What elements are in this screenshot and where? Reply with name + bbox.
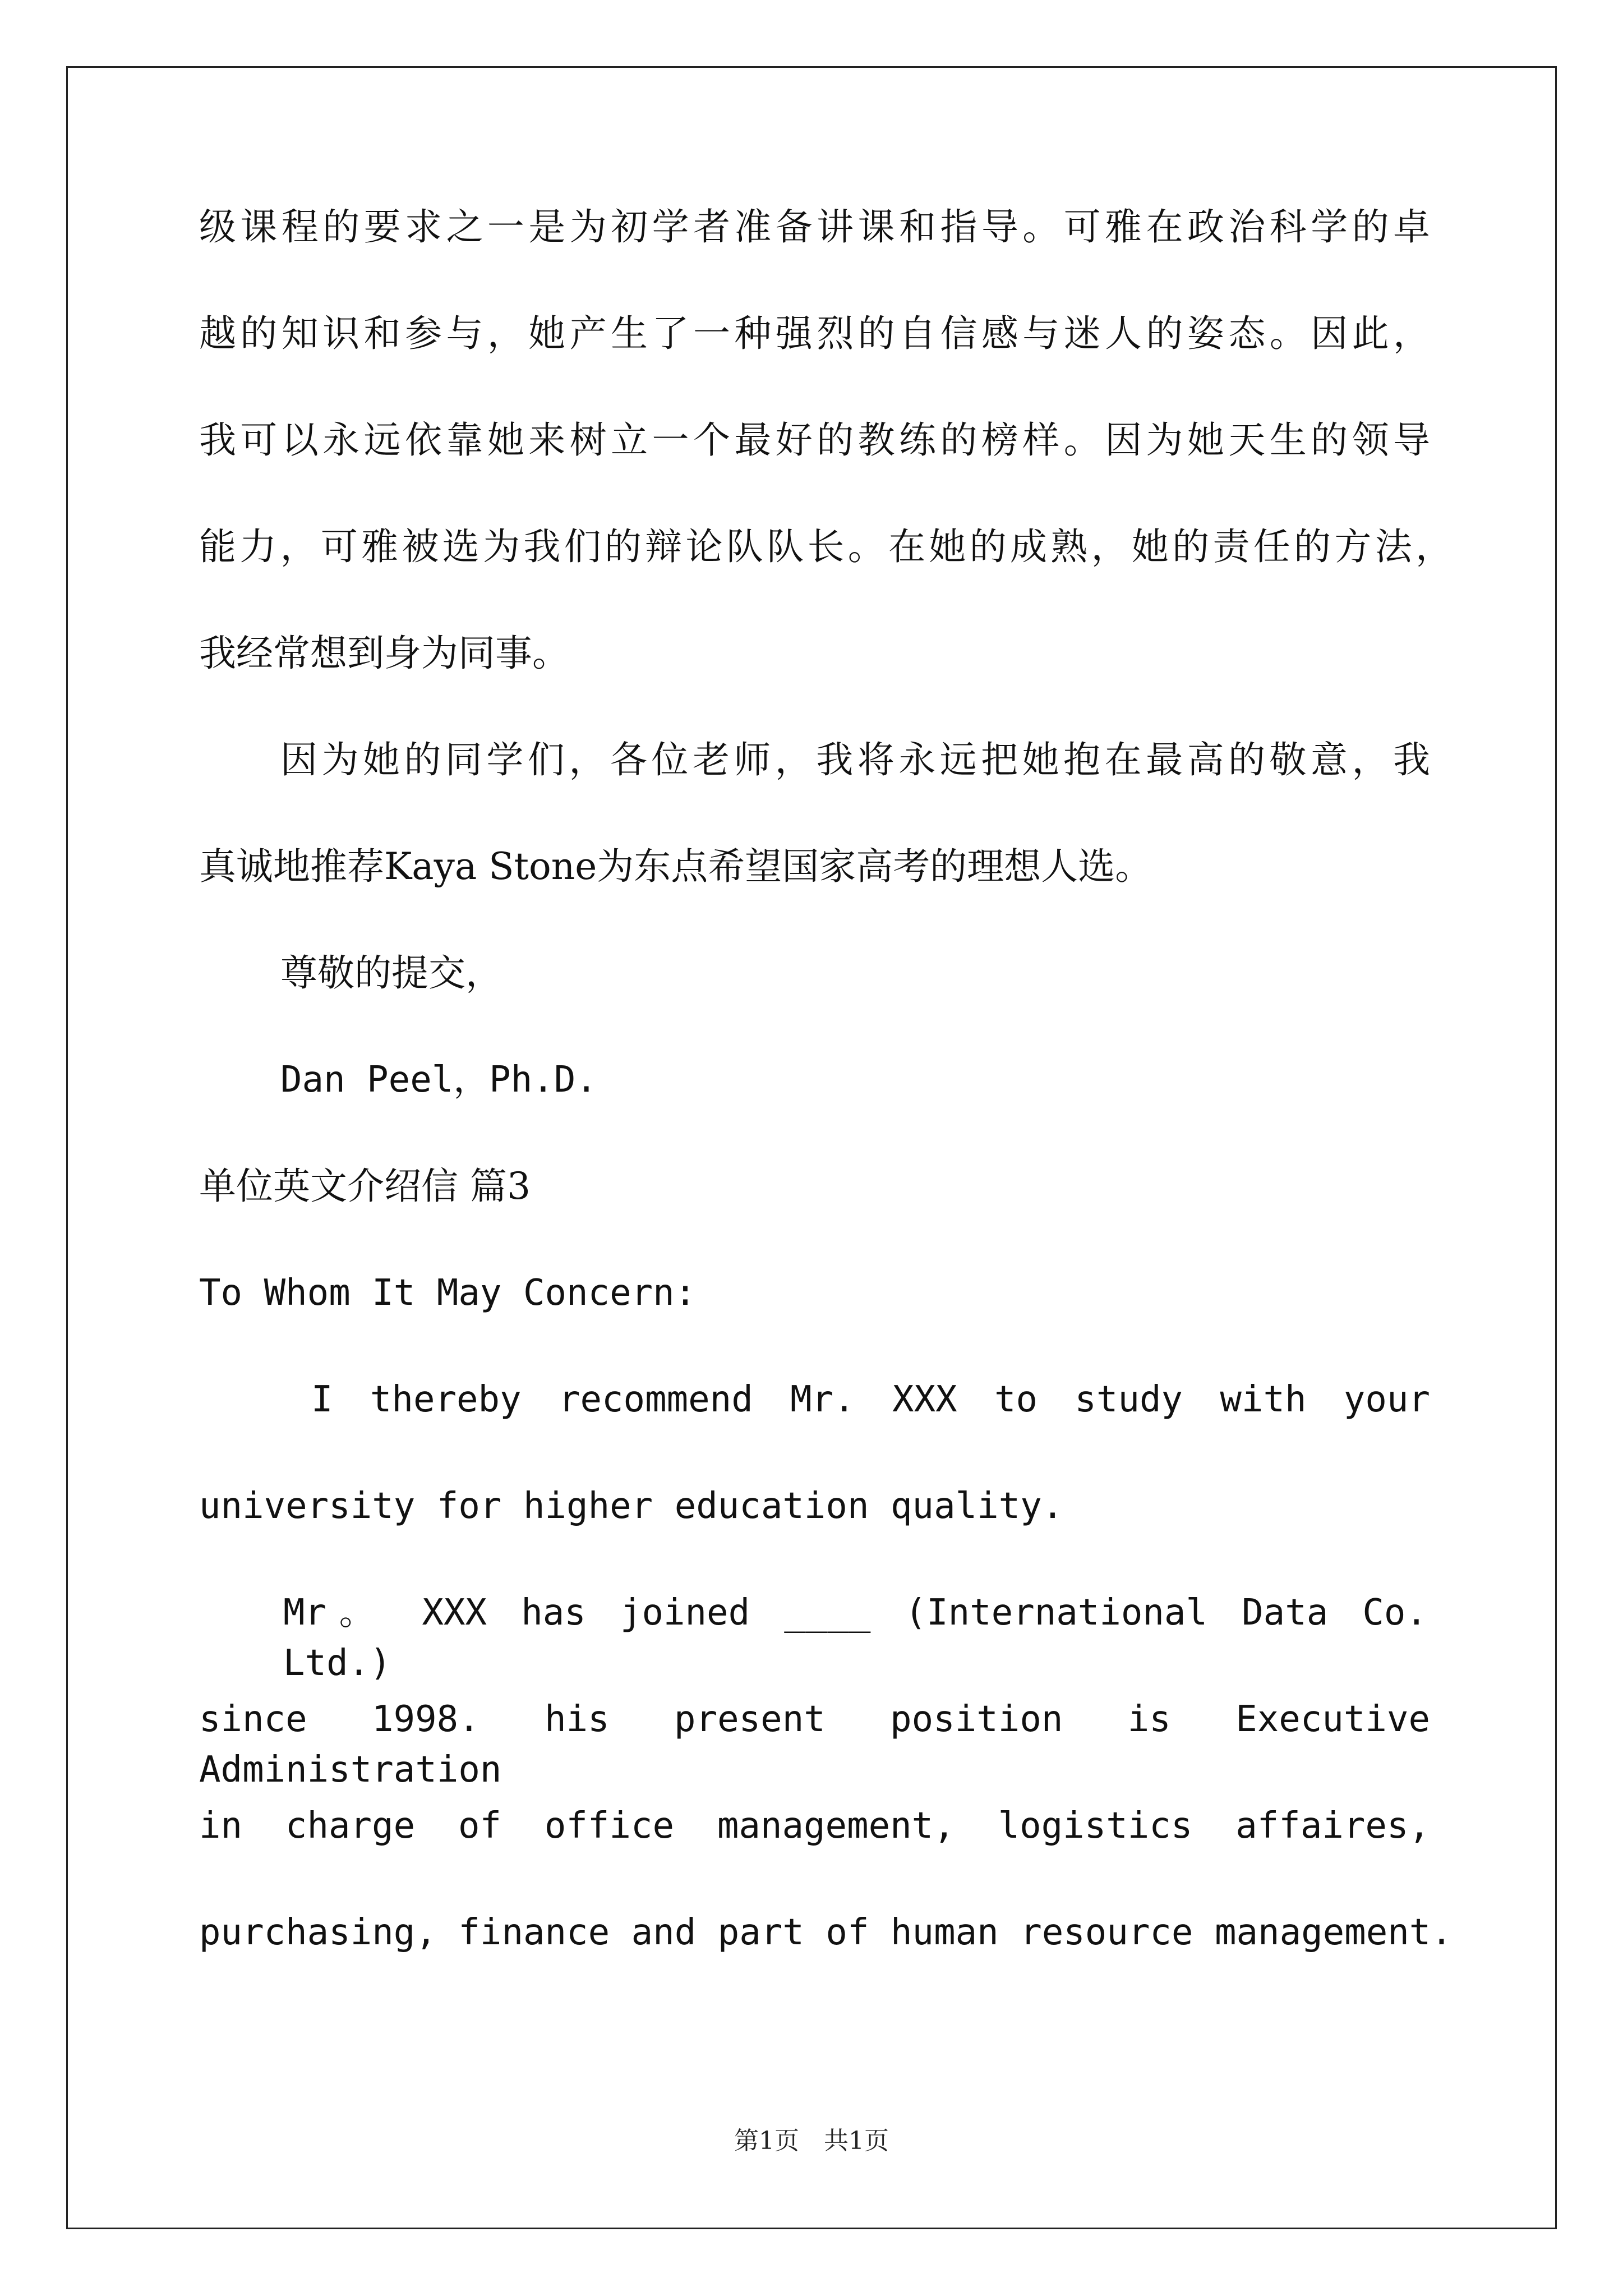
- paragraph-line: 能力，可雅被选为我们的辩论队队长。在她的成熟，她的责任的方法，: [199, 525, 1453, 568]
- paragraph-line: 我经常想到身为同事。: [199, 632, 569, 675]
- paragraph-line: purchasing, finance and part of human resource management.: [199, 1912, 1453, 1953]
- paragraph-line: 级课程的要求之一是为初学者准备讲课和指导。可雅在政治科学的卓: [199, 205, 1430, 249]
- section-heading: 单位英文介绍信 篇3: [199, 1165, 531, 1208]
- page-border: [66, 66, 1557, 2229]
- paragraph-line: 我可以永远依靠她来树立一个最好的教练的榜样。因为她天生的领导: [199, 418, 1430, 462]
- paragraph-line: 越的知识和参与，她产生了一种强烈的自信感与迷人的姿态。因此，: [199, 312, 1430, 355]
- signature-name: Dan Peel，Ph.D.: [280, 1059, 597, 1101]
- letter-salutation: To Whom It May Concern:: [199, 1272, 697, 1314]
- paragraph-line: Mr。 XXX has joined ____ (International Data Co. Ltd.): [283, 1592, 1427, 1684]
- closing-salutation: 尊敬的提交，: [280, 951, 502, 995]
- paragraph-line: 因为她的同学们，各位老师，我将永远把她抱在最高的敬意，我: [280, 738, 1430, 781]
- paragraph-line: in charge of office management, logistics affaires,: [199, 1805, 1430, 1847]
- paragraph-line: 真诚地推荐Kaya Stone为东点希望国家高考的理想人选。: [199, 845, 1152, 888]
- paragraph-line: since 1998. his present position is Executive Administration: [199, 1699, 1430, 1791]
- paragraph-line: university for higher education quality.: [199, 1485, 1064, 1527]
- paragraph-line: I thereby recommend Mr. XXX to study with your: [311, 1379, 1430, 1420]
- page-footer: 第1页 共1页: [734, 2127, 889, 2155]
